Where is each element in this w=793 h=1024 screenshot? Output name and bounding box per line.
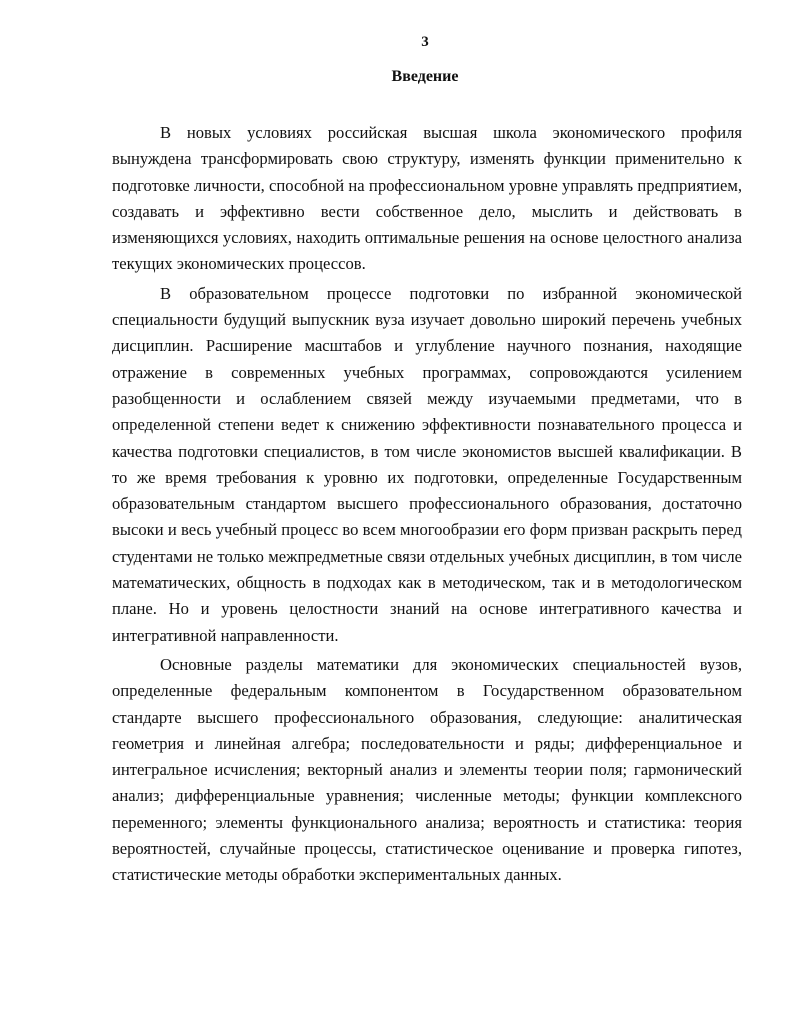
body-text (112, 120, 742, 889)
page-number: 3 (421, 34, 429, 50)
paragraph-3: Основные разделы математики для экономических специальностей вузов, определенные федеральным компонентом в Государственном образовательном стандарте высшего профессионального образования, следующие: аналитическая геометрия и линейная алгебра; последовательности и ряды; дифференциальное и интегральное исчисления; векторный анализ и элементы теории поля; гармонический анализ; дифференциальные уравнения; численные методы; функции комплексного переменного; элементы функционального анализа; вероятность и статистика: теория вероятностей, случайные процессы, статистическое оценивание и проверка гипотез, статистические методы обработки экспериментальных данных. (112, 654, 742, 885)
paragraph-1: В новых условиях российская высшая школа экономического профиля вынуждена трансформировать свою структуру, изменять функции применительно к подготовке личности, способной на профессиональном уровне управлять предприятием, создавать и эффективно вести собственное дело, мыслить и действовать в изменяющихся условиях, находить оптимальные решения на основе целостного анализа текущих экономических процессов. (112, 123, 742, 274)
page-title: Введение (391, 68, 459, 85)
paragraph-2: В образовательном процессе подготовки по избранной экономической специальности будущий выпускник вуза изучает довольно широкий перечень учебных дисциплин. Расширение масштабов и углубление научного познания, находящие отражение в современных учебных программах, сопровождаются усилением разобщенности и ослаблением связей между изучаемыми предметами, что в определенной степени ведет к снижению эффективности познавательного процесса и качества подготовки специалистов, в том числе экономистов высшей квалификации. В то же время требования к уровню их подготовки, определенные Государственным образовательным стандартом высшего профессионального образования, достаточно высоки и весь учебный процесс во всем многообразии его форм призван раскрыть перед студентами не только межпредметные связи отдельных учебных дисциплин, в том числе математических, общность в подходах как в методическом, так и в методологическом плане. Но и уровень целостности знаний на основе интегративного качества и интегративной направленности. (112, 283, 742, 645)
